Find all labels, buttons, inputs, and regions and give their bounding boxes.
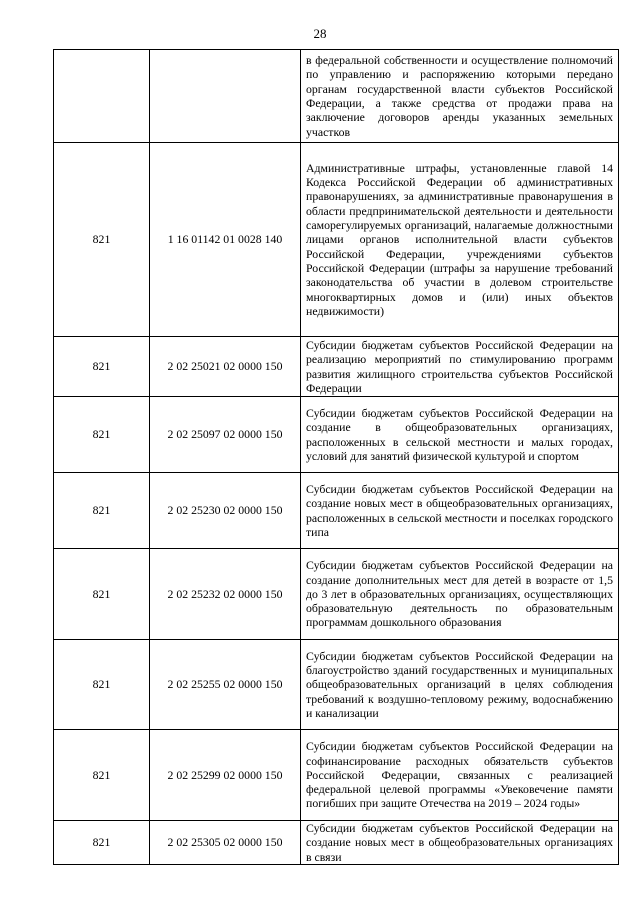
- description-cell: [301, 143, 619, 337]
- description-text: Субсидии бюджетам субъектов Российской Федерации на создание новых мест в общеобразовательных организациях в связи: [306, 821, 613, 864]
- description-cell: [301, 640, 619, 730]
- description-cell: [301, 50, 619, 143]
- admin-code-cell: 821: [54, 640, 150, 730]
- admin-code-cell: 821: [54, 337, 150, 397]
- description-cell: [301, 821, 619, 865]
- description-text: Субсидии бюджетам субъектов Российской Федерации на реализацию мероприятий по стимулированию программ развития жилищного строительства субъектов Российской Федерации: [306, 337, 613, 395]
- admin-code-cell: 821: [54, 397, 150, 473]
- table-row: [54, 397, 619, 473]
- budget-code-cell: 1 16 01142 01 0028 140: [150, 143, 301, 337]
- budget-code-cell: 2 02 25232 02 0000 150: [150, 549, 301, 640]
- description-text: Субсидии бюджетам субъектов Российской Федерации на создание дополнительных мест для детей в возрасте от 1,5 до 3 лет в образовательных организациях, осуществляющих образовательную деятельность по образовательным программам дошкольного образования: [306, 558, 613, 630]
- admin-code-cell: 821: [54, 730, 150, 821]
- budget-code-cell: 2 02 25255 02 0000 150: [150, 640, 301, 730]
- page-number: 28: [313, 26, 327, 41]
- description-cell: [301, 397, 619, 473]
- admin-code-cell: [54, 50, 150, 143]
- table-row: [54, 50, 619, 143]
- table-row: [54, 143, 619, 337]
- admin-code-cell: 821: [54, 821, 150, 865]
- budget-code-cell: 2 02 25097 02 0000 150: [150, 397, 301, 473]
- table-row: [54, 730, 619, 821]
- budget-code-cell: 2 02 25305 02 0000 150: [150, 821, 301, 865]
- admin-code-cell: 821: [54, 549, 150, 640]
- description-cell: [301, 337, 619, 397]
- description-cell: [301, 549, 619, 640]
- table-row: [54, 337, 619, 397]
- description-cell: [301, 730, 619, 821]
- description-cell: [301, 473, 619, 549]
- description-text: Субсидии бюджетам субъектов Российской Федерации на создание новых мест в общеобразовательных организациях, расположенных в сельской местности и поселках городского типа: [306, 481, 613, 539]
- budget-code-cell: [150, 50, 301, 143]
- table-row: [54, 549, 619, 640]
- description-text: Субсидии бюджетам субъектов Российской Федерации на благоустройство зданий государственных и муниципальных общеобразовательных организаций в целях соблюдения требований к воздушно-тепловому режиму, водоснабжению и канализации: [306, 648, 613, 720]
- budget-code-cell: 2 02 25021 02 0000 150: [150, 337, 301, 397]
- budget-code-cell: 2 02 25230 02 0000 150: [150, 473, 301, 549]
- description-text: в федеральной собственности и осуществление полномочий по управлению и распоряжению которыми передано органам государственной власти субъектов Российской Федерации, а также средства от продажи права на заключение договоров аренды указанных земельных участков: [306, 53, 613, 139]
- budget-code-cell: 2 02 25299 02 0000 150: [150, 730, 301, 821]
- description-text: Административные штрафы, установленные главой 14 Кодекса Российской Федерации об административных правонарушениях, за административные правонарушения в области предпринимательской деятельности и деятельности саморегулируемых организаций, налагаемые должностными лицами органов исполнительной власти субъектов Российской Федерации, учреждениями субъектов Российской Федерации (штрафы за нарушение требований законодательства об участии в долевом строительстве многоквартирных домов и (или) иных объектов недвижимости): [306, 160, 613, 318]
- budget-classification-table: [53, 49, 619, 865]
- description-text: Субсидии бюджетам субъектов Российской Федерации на софинансирование расходных обязательств субъектов Российской Федерации, связанных с реализацией федеральной целевой программы «Увековечение памяти погибших при защите Отечества на 2019 – 2024 годы»: [306, 739, 613, 811]
- admin-code-cell: 821: [54, 473, 150, 549]
- table-row: [54, 473, 619, 549]
- admin-code-cell: 821: [54, 143, 150, 337]
- table-row: [54, 640, 619, 730]
- description-text: Субсидии бюджетам субъектов Российской Федерации на создание в общеобразовательных организациях, расположенных в сельской местности и малых городах, условий для занятий физической культурой и спортом: [306, 405, 613, 463]
- table-row: [54, 821, 619, 865]
